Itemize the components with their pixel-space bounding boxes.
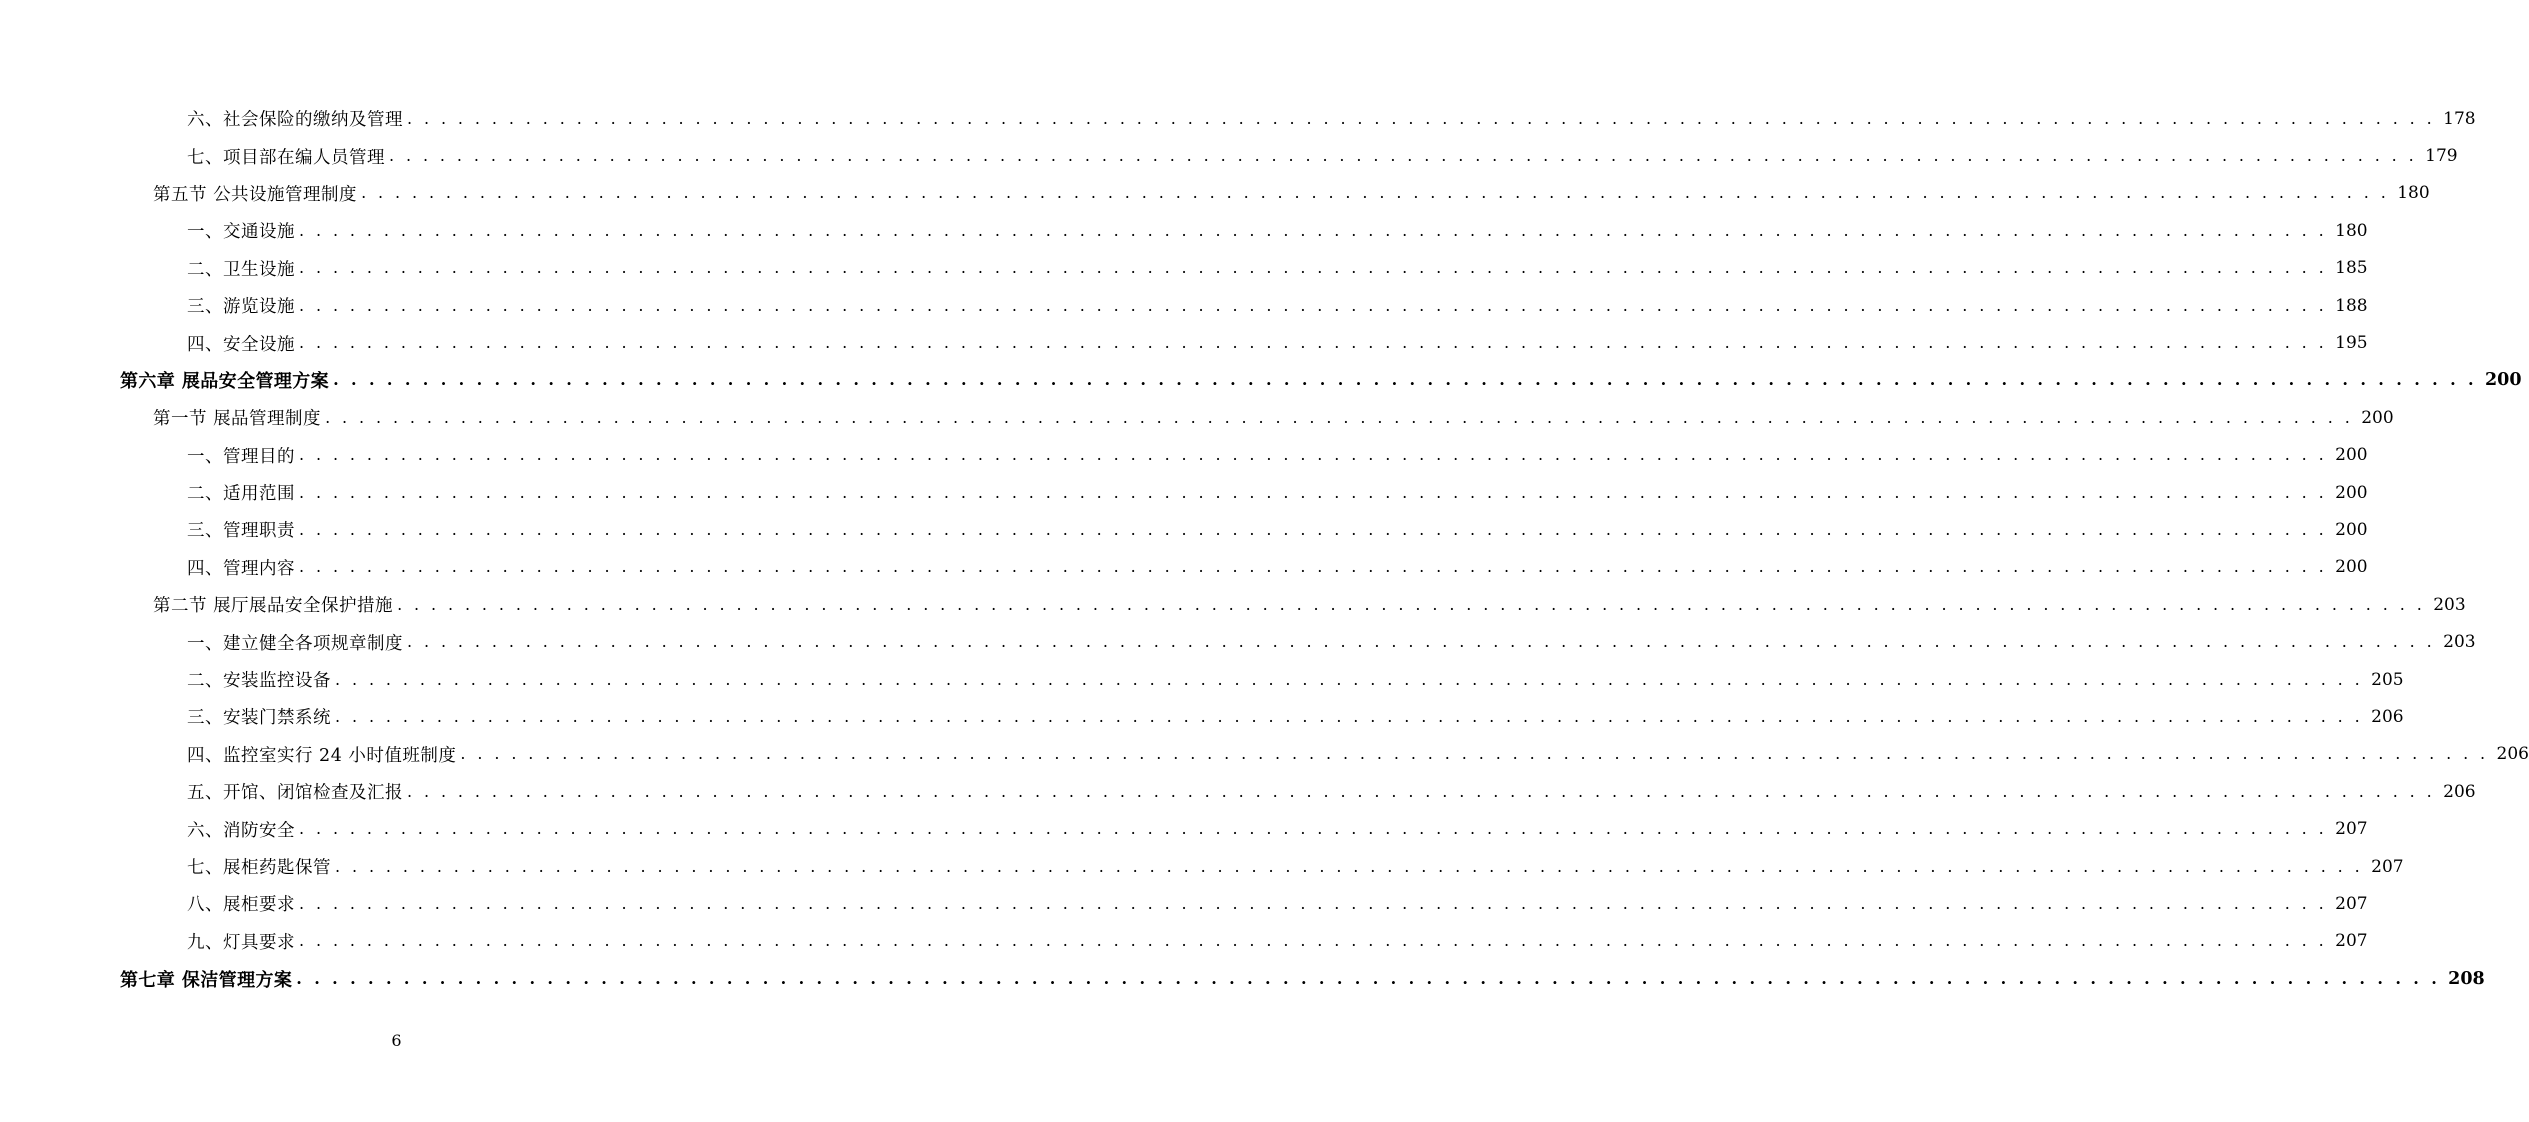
toc-entry-page: 200	[2484, 370, 2522, 391]
dot-leader: . . . . . . . . . . . . . . . . . . . . . . . . . . . . . . . . . . . . . . . . . . . . . . . . . . . . . . . . . . . . . . . . . . . . . . . . . . . . . . . . . . . . . . . . . . . . . . . . . . . . . . . . . . . . . . . . . . . . . . . .	[299, 893, 2328, 913]
dot-leader: . . . . . . . . . . . . . . . . . . . . . . . . . . . . . . . . . . . . . . . . . . . . . . . . . . . . . . . . . . . . . . . . . . . . . . . . . . . . . . . . . . . . . . . . . . . . . . . . . . . . . . . . . . . . . . . . . . . . . . . .	[333, 370, 2477, 390]
toc-entry-page: 180	[2397, 183, 2430, 204]
toc-entry-page: 205	[2371, 669, 2404, 690]
toc-entry[interactable]	[0, 100, 2476, 137]
toc-entry-page: 188	[2335, 295, 2368, 316]
toc-entry-label: 三、管理职责	[187, 521, 295, 542]
toc-entry-label: 七、展柜药匙保管	[187, 858, 331, 878]
toc-entry-label: 二、卫生设施	[187, 259, 295, 280]
dot-leader: . . . . . . . . . . . . . . . . . . . . . . . . . . . . . . . . . . . . . . . . . . . . . . . . . . . . . . . . . . . . . . . . . . . . . . . . . . . . . . . . . . . . . . . . . . . . . . . . . . . . . . . . . . . . . . . . . . . . . . . .	[299, 295, 2328, 315]
dot-leader: . . . . . . . . . . . . . . . . . . . . . . . . . . . . . . . . . . . . . . . . . . . . . . . . . . . . . . . . . . . . . . . . . . . . . . . . . . . . . . . . . . . . . . . . . . . . . . . . . . . . . . . . . . . . . . . . . . . . . . . .	[299, 445, 2328, 465]
toc-entry-label: 第六章 展品安全管理方案	[120, 371, 330, 393]
toc-entry[interactable]	[0, 885, 2368, 922]
toc-entry[interactable]	[0, 474, 2368, 511]
toc-entry-label: 四、监控室实行 24 小时值班制度	[187, 745, 457, 766]
toc-entry-page: 206	[2496, 744, 2529, 765]
toc-entry-label: 六、社会保险的缴纳及管理	[187, 110, 403, 131]
toc-entry-page: 203	[2443, 632, 2476, 653]
toc-entry-page: 203	[2433, 594, 2466, 615]
toc-entry[interactable]	[0, 324, 2368, 361]
toc-entry[interactable]	[0, 698, 2404, 735]
toc-entry[interactable]	[0, 399, 2394, 436]
toc-entry-label: 一、管理目的	[187, 446, 295, 467]
toc-entry-label: 四、安全设施	[187, 334, 295, 355]
toc-entry-label: 六、消防安全	[187, 820, 295, 841]
toc-entry[interactable]	[0, 810, 2368, 847]
toc-entry-page: 200	[2335, 519, 2368, 540]
toc-entry-label: 二、安装监控设备	[187, 671, 331, 692]
toc-entry-page: 207	[2335, 893, 2368, 914]
toc-entry[interactable]	[0, 848, 2404, 885]
dot-leader: . . . . . . . . . . . . . . . . . . . . . . . . . . . . . . . . . . . . . . . . . . . . . . . . . . . . . . . . . . . . . . . . . . . . . . . . . . . . . . . . . . . . . . . . . . . . . . . . . . . . . . . . . . . . . . . . . . . . . . . .	[299, 220, 2328, 240]
toc-entry-page: 180	[2335, 220, 2368, 241]
toc-entry[interactable]	[0, 175, 2430, 212]
toc-entry-label: 七、项目部在编人员管理	[187, 147, 385, 168]
toc-entry[interactable]	[0, 661, 2404, 698]
toc-entry-label: 四、管理内容	[187, 558, 295, 579]
dot-leader: . . . . . . . . . . . . . . . . . . . . . . . . . . . . . . . . . . . . . . . . . . . . . . . . . . . . . . . . . . . . . . . . . . . . . . . . . . . . . . . . . . . . . . . . . . . . . . . . . . . . . . . . . . . . . . . . . . . . . . . .	[335, 856, 2364, 876]
toc-entry[interactable]	[0, 250, 2368, 287]
toc-entry-label: 五、开馆、闭馆检查及汇报	[187, 783, 403, 804]
dot-leader: . . . . . . . . . . . . . . . . . . . . . . . . . . . . . . . . . . . . . . . . . . . . . . . . . . . . . . . . . . . . . . . . . . . . . . . . . . . . . . . . . . . . . . . . . . . . . . . . . . . . . . . . . . . . . . . . . . . . . . . .	[299, 819, 2328, 839]
dot-leader: . . . . . . . . . . . . . . . . . . . . . . . . . . . . . . . . . . . . . . . . . . . . . . . . . . . . . . . . . . . . . . . . . . . . . . . . . . . . . . . . . . . . . . . . . . . . . . . . . . . . . . . . . . . . . . . . . . . . . . . .	[296, 968, 2441, 988]
toc-entry-label: 八、展柜要求	[187, 895, 295, 916]
dot-leader: . . . . . . . . . . . . . . . . . . . . . . . . . . . . . . . . . . . . . . . . . . . . . . . . . . . . . . . . . . . . . . . . . . . . . . . . . . . . . . . . . . . . . . . . . . . . . . . . . . . . . . . . . . . . . . . . . . . . . . . .	[407, 781, 2436, 801]
toc-entry-page: 200	[2335, 557, 2368, 578]
toc-entry[interactable]	[0, 923, 2368, 960]
dot-leader: . . . . . . . . . . . . . . . . . . . . . . . . . . . . . . . . . . . . . . . . . . . . . . . . . . . . . . . . . . . . . . . . . . . . . . . . . . . . . . . . . . . . . . . . . . . . . . . . . . . . . . . . . . . . . . . . . . . . . . . .	[460, 744, 2489, 764]
toc-entry-label: 九、灯具要求	[187, 932, 295, 953]
table-of-contents	[0, 100, 2529, 997]
toc-entry-page: 206	[2443, 781, 2476, 802]
toc-entry[interactable]	[0, 586, 2466, 623]
toc-entry-label: 一、建立健全各项规章制度	[187, 633, 403, 654]
toc-entry[interactable]	[0, 960, 2485, 997]
toc-entry-page: 208	[2448, 968, 2485, 989]
dot-leader: . . . . . . . . . . . . . . . . . . . . . . . . . . . . . . . . . . . . . . . . . . . . . . . . . . . . . . . . . . . . . . . . . . . . . . . . . . . . . . . . . . . . . . . . . . . . . . . . . . . . . . . . . . . . . . . . . . . . . . . .	[299, 258, 2328, 278]
page-number: 6	[391, 1031, 402, 1050]
toc-entry-label: 二、适用范围	[187, 484, 295, 505]
toc-entry-page: 179	[2425, 146, 2458, 167]
toc-entry[interactable]	[0, 511, 2368, 548]
toc-entry[interactable]	[0, 137, 2458, 174]
dot-leader: . . . . . . . . . . . . . . . . . . . . . . . . . . . . . . . . . . . . . . . . . . . . . . . . . . . . . . . . . . . . . . . . . . . . . . . . . . . . . . . . . . . . . . . . . . . . . . . . . . . . . . . . . . . . . . . . . . . . . . . .	[325, 407, 2354, 427]
dot-leader: . . . . . . . . . . . . . . . . . . . . . . . . . . . . . . . . . . . . . . . . . . . . . . . . . . . . . . . . . . . . . . . . . . . . . . . . . . . . . . . . . . . . . . . . . . . . . . . . . . . . . . . . . . . . . . . . . . . . . . . .	[299, 931, 2328, 951]
toc-entry-label: 三、安装门禁系统	[187, 708, 331, 729]
dot-leader: . . . . . . . . . . . . . . . . . . . . . . . . . . . . . . . . . . . . . . . . . . . . . . . . . . . . . . . . . . . . . . . . . . . . . . . . . . . . . . . . . . . . . . . . . . . . . . . . . . . . . . . . . . . . . . . . . . . . . . . .	[299, 482, 2328, 502]
toc-entry[interactable]	[0, 287, 2368, 324]
dot-leader: . . . . . . . . . . . . . . . . . . . . . . . . . . . . . . . . . . . . . . . . . . . . . . . . . . . . . . . . . . . . . . . . . . . . . . . . . . . . . . . . . . . . . . . . . . . . . . . . . . . . . . . . . . . . . . . . . . . . . . . .	[397, 594, 2426, 614]
toc-entry-page: 200	[2361, 407, 2394, 428]
toc-entry-page: 207	[2371, 856, 2404, 877]
dot-leader: . . . . . . . . . . . . . . . . . . . . . . . . . . . . . . . . . . . . . . . . . . . . . . . . . . . . . . . . . . . . . . . . . . . . . . . . . . . . . . . . . . . . . . . . . . . . . . . . . . . . . . . . . . . . . . . . . . . . . . . .	[299, 333, 2328, 353]
dot-leader: . . . . . . . . . . . . . . . . . . . . . . . . . . . . . . . . . . . . . . . . . . . . . . . . . . . . . . . . . . . . . . . . . . . . . . . . . . . . . . . . . . . . . . . . . . . . . . . . . . . . . . . . . . . . . . . . . . . . . . . .	[299, 557, 2328, 577]
toc-entry-page: 206	[2371, 706, 2404, 727]
toc-entry-page: 185	[2335, 258, 2368, 279]
toc-entry-label: 第二节 展厅展品安全保护措施	[153, 596, 394, 617]
toc-entry-page: 178	[2443, 108, 2476, 129]
dot-leader: . . . . . . . . . . . . . . . . . . . . . . . . . . . . . . . . . . . . . . . . . . . . . . . . . . . . . . . . . . . . . . . . . . . . . . . . . . . . . . . . . . . . . . . . . . . . . . . . . . . . . . . . . . . . . . . . . . . . . . . .	[389, 146, 2418, 166]
dot-leader: . . . . . . . . . . . . . . . . . . . . . . . . . . . . . . . . . . . . . . . . . . . . . . . . . . . . . . . . . . . . . . . . . . . . . . . . . . . . . . . . . . . . . . . . . . . . . . . . . . . . . . . . . . . . . . . . . . . . . . . .	[299, 519, 2328, 539]
toc-entry[interactable]	[0, 773, 2476, 810]
toc-entry-label: 第五节 公共设施管理制度	[153, 184, 358, 205]
toc-entry-page: 207	[2335, 931, 2368, 952]
dot-leader: . . . . . . . . . . . . . . . . . . . . . . . . . . . . . . . . . . . . . . . . . . . . . . . . . . . . . . . . . . . . . . . . . . . . . . . . . . . . . . . . . . . . . . . . . . . . . . . . . . . . . . . . . . . . . . . . . . . . . . . .	[407, 108, 2436, 128]
toc-entry-page: 200	[2335, 482, 2368, 503]
toc-entry-page: 195	[2335, 333, 2368, 354]
toc-entry-label: 第七章 保洁管理方案	[120, 969, 293, 991]
toc-entry[interactable]	[0, 212, 2368, 249]
toc-entry[interactable]	[0, 623, 2476, 660]
toc-entry-page: 207	[2335, 819, 2368, 840]
toc-entry[interactable]	[0, 437, 2368, 474]
toc-entry[interactable]	[0, 736, 2529, 773]
dot-leader: . . . . . . . . . . . . . . . . . . . . . . . . . . . . . . . . . . . . . . . . . . . . . . . . . . . . . . . . . . . . . . . . . . . . . . . . . . . . . . . . . . . . . . . . . . . . . . . . . . . . . . . . . . . . . . . . . . . . . . . .	[335, 706, 2364, 726]
dot-leader: . . . . . . . . . . . . . . . . . . . . . . . . . . . . . . . . . . . . . . . . . . . . . . . . . . . . . . . . . . . . . . . . . . . . . . . . . . . . . . . . . . . . . . . . . . . . . . . . . . . . . . . . . . . . . . . . . . . . . . . .	[335, 669, 2364, 689]
toc-entry-label: 一、交通设施	[187, 222, 295, 243]
toc-entry-label: 第一节 展品管理制度	[153, 409, 322, 430]
toc-entry-page: 200	[2335, 445, 2368, 466]
toc-entry[interactable]	[0, 362, 2522, 399]
toc-entry[interactable]	[0, 549, 2368, 586]
toc-entry-label: 三、游览设施	[187, 297, 295, 318]
dot-leader: . . . . . . . . . . . . . . . . . . . . . . . . . . . . . . . . . . . . . . . . . . . . . . . . . . . . . . . . . . . . . . . . . . . . . . . . . . . . . . . . . . . . . . . . . . . . . . . . . . . . . . . . . . . . . . . . . . . . . . . .	[407, 632, 2436, 652]
dot-leader: . . . . . . . . . . . . . . . . . . . . . . . . . . . . . . . . . . . . . . . . . . . . . . . . . . . . . . . . . . . . . . . . . . . . . . . . . . . . . . . . . . . . . . . . . . . . . . . . . . . . . . . . . . . . . . . . . . . . . . . .	[361, 183, 2390, 203]
